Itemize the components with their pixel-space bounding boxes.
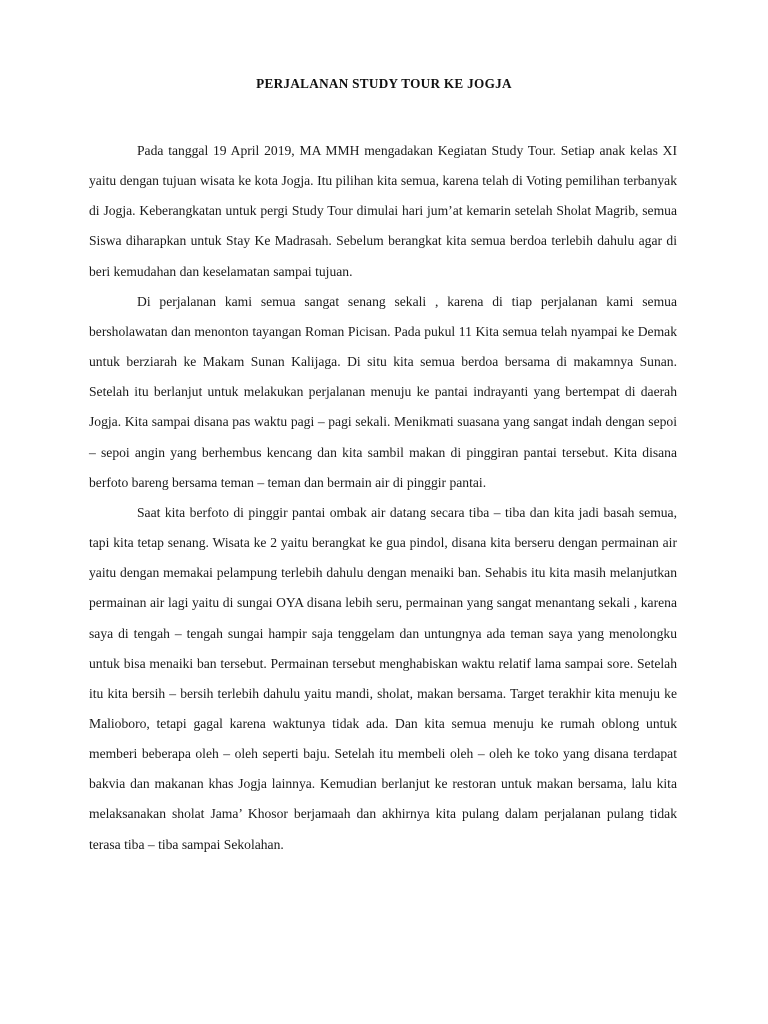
document-body [89,136,677,860]
paragraph-2: Di perjalanan kami semua sangat senang sekali , karena di tiap perjalanan kami semua bersholawatan dan menonton tayangan Roman Picisan. Pada pukul 11 Kita semua telah nyampai ke Demak untuk berziarah ke Makam Sunan Kalijaga. Di situ kita semua berdoa bersama di makamnya Sunan. Setelah itu berlanjut untuk melakukan perjalanan menuju ke pantai indrayanti yang bertempat di daerah Jogja. Kita sampai disana pas waktu pagi – pagi sekali. Menikmati suasana yang sangat indah dengan sepoi – sepoi angin yang berhembus kencang dan kita sambil makan di pinggiran pantai tersebut. Kita disana berfoto bareng bersama teman – teman dan bermain air di pinggir pantai. [89,293,677,490]
document-title: PERJALANAN STUDY TOUR KE JOGJA [256,76,512,91]
paragraph-3: Saat kita berfoto di pinggir pantai ombak air datang secara tiba – tiba dan kita jadi basah semua, tapi kita tetap senang. Wisata ke 2 yaitu berangkat ke gua pindol, disana kita berseru dengan permainan air yaitu dengan memakai pelampung terlebih dahulu dengan menaiki ban. Sehabis itu kita masih melanjutkan permainan air lagi yaitu di sungai OYA disana lebih seru, permainan yang sangat menantang sekali , karena saya di tengah – tengah sungai hampir saja tenggelam dan untungnya ada teman saya yang menolongku untuk bisa menaiki ban tersebut. Permainan tersebut menghabiskan waktu relatif lama sampai sore. Setelah itu kita bersih – bersih terlebih dahulu yaitu mandi, sholat, makan bersama. Target terakhir kita menuju ke Malioboro, tetapi gagal karena waktunya tidak ada. Dan kita semua menuju ke rumah oblong untuk memberi beberapa oleh – oleh seperti baju. Setelah itu membeli oleh – oleh ke toko yang disana terdapat bakvia dan makanan khas Jogja lainnya. Kemudian berlanjut ke restoran untuk makan bersama, lalu kita melaksanakan sholat Jama’ Khosor berjamaah dan akhirnya kita pulang dalam perjalanan pulang tidak terasa tiba – tiba sampai Sekolahan. [89,504,677,852]
paragraph-1: Pada tanggal 19 April 2019, MA MMH mengadakan Kegiatan Study Tour. Setiap anak kelas XI yaitu dengan tujuan wisata ke kota Jogja. Itu pilihan kita semua, karena telah di Voting pemilihan terbanyak di Jogja. Keberangkatan untuk pergi Study Tour dimulai hari jum’at kemarin setelah Sholat Magrib, semua Siswa diharapkan untuk Stay Ke Madrasah. Sebelum berangkat kita semua berdoa terlebih dahulu agar di beri kemudahan dan keselamatan sampai tujuan. [89,143,677,279]
